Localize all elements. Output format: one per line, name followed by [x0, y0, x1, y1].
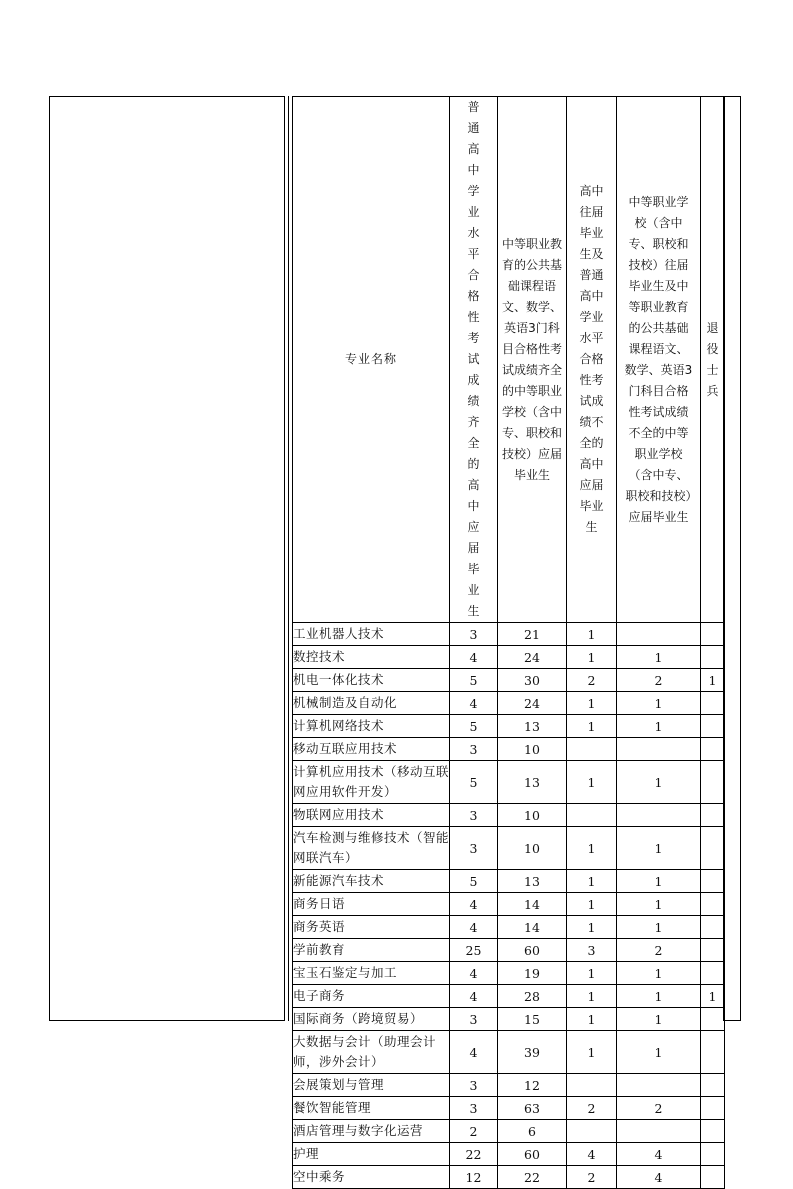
table-row — [293, 962, 725, 985]
count-general-high-school: 3 — [450, 738, 498, 761]
count-high-school-past: 2 — [567, 669, 617, 692]
table-row — [293, 715, 725, 738]
count-high-school-past — [567, 1120, 617, 1143]
count-high-school-past: 1 — [567, 962, 617, 985]
count-veterans — [701, 916, 725, 939]
left-blank-cell — [49, 96, 285, 1021]
count-vocational-past — [617, 623, 701, 646]
count-high-school-past: 1 — [567, 916, 617, 939]
count-high-school-past: 1 — [567, 827, 617, 870]
count-high-school-past: 1 — [567, 692, 617, 715]
count-vocational-fresh: 12 — [498, 1074, 567, 1097]
count-vocational-past: 1 — [617, 916, 701, 939]
count-vocational-past — [617, 738, 701, 761]
major-name-cell: 移动互联应用技术 — [293, 738, 450, 761]
count-general-high-school: 4 — [450, 916, 498, 939]
count-general-high-school: 25 — [450, 939, 498, 962]
count-veterans — [701, 1166, 725, 1189]
count-vocational-fresh: 24 — [498, 692, 567, 715]
count-vocational-past — [617, 1120, 701, 1143]
count-high-school-past: 1 — [567, 761, 617, 804]
count-general-high-school: 3 — [450, 804, 498, 827]
count-high-school-past: 1 — [567, 1008, 617, 1031]
count-veterans: 1 — [701, 985, 725, 1008]
table-row — [293, 1143, 725, 1166]
count-veterans — [701, 827, 725, 870]
divider-line — [740, 96, 741, 1021]
count-general-high-school: 5 — [450, 870, 498, 893]
count-high-school-past: 1 — [567, 1031, 617, 1074]
count-veterans — [701, 761, 725, 804]
count-veterans — [701, 1143, 725, 1166]
major-name-cell: 物联网应用技术 — [293, 804, 450, 827]
major-name-cell: 计算机网络技术 — [293, 715, 450, 738]
table-row — [293, 1031, 725, 1074]
major-name-cell: 学前教育 — [293, 939, 450, 962]
count-general-high-school: 4 — [450, 646, 498, 669]
table-row — [293, 870, 725, 893]
major-name-cell: 大数据与会计（助理会计师，涉外会计） — [293, 1031, 450, 1074]
count-vocational-past: 1 — [617, 985, 701, 1008]
count-veterans — [701, 715, 725, 738]
count-vocational-fresh: 14 — [498, 893, 567, 916]
count-vocational-fresh: 13 — [498, 715, 567, 738]
count-veterans — [701, 962, 725, 985]
count-vocational-fresh: 60 — [498, 1143, 567, 1166]
count-vocational-past: 1 — [617, 692, 701, 715]
major-name-cell: 会展策划与管理 — [293, 1074, 450, 1097]
header-col-vocational-fresh: 中等职业教育的公共基础课程语文、数学、英语3门科目合格性考试成绩齐全的中等职业学校（含中专、职校和技校）应届毕业生 — [498, 97, 567, 623]
count-vocational-past: 4 — [617, 1166, 701, 1189]
count-vocational-fresh: 28 — [498, 985, 567, 1008]
count-high-school-past — [567, 1074, 617, 1097]
count-general-high-school: 3 — [450, 827, 498, 870]
major-name-cell: 计算机应用技术（移动互联网应用软件开发） — [293, 761, 450, 804]
count-high-school-past: 2 — [567, 1097, 617, 1120]
divider-line — [288, 96, 289, 1021]
major-name-cell: 数控技术 — [293, 646, 450, 669]
count-veterans — [701, 646, 725, 669]
count-general-high-school: 2 — [450, 1120, 498, 1143]
count-general-high-school: 4 — [450, 962, 498, 985]
table-row — [293, 738, 725, 761]
count-vocational-past: 1 — [617, 1008, 701, 1031]
count-general-high-school: 4 — [450, 985, 498, 1008]
count-veterans — [701, 804, 725, 827]
header-col-vocational-past: 中等职业学校（含中专、职校和技校）往届毕业生及中等职业教育的公共基础课程语文、数学、英语3门科目合格性考试成绩不全的中等职业学校（含中专、职校和技校）应届毕业生 — [617, 97, 701, 623]
count-high-school-past: 1 — [567, 985, 617, 1008]
count-general-high-school: 3 — [450, 1008, 498, 1031]
count-high-school-past: 1 — [567, 623, 617, 646]
count-veterans — [701, 1097, 725, 1120]
count-vocational-fresh: 13 — [498, 761, 567, 804]
major-name-cell: 酒店管理与数字化运营 — [293, 1120, 450, 1143]
table-row — [293, 985, 725, 1008]
major-name-cell: 空中乘务 — [293, 1166, 450, 1189]
count-vocational-fresh: 14 — [498, 916, 567, 939]
count-vocational-past: 2 — [617, 1097, 701, 1120]
count-veterans — [701, 692, 725, 715]
table-row — [293, 827, 725, 870]
table-header-row — [293, 97, 725, 623]
count-veterans — [701, 1008, 725, 1031]
count-vocational-fresh: 13 — [498, 870, 567, 893]
major-name-cell: 宝玉石鉴定与加工 — [293, 962, 450, 985]
count-vocational-past: 1 — [617, 761, 701, 804]
count-vocational-past: 1 — [617, 893, 701, 916]
count-vocational-past: 1 — [617, 646, 701, 669]
count-veterans — [701, 738, 725, 761]
table-row — [293, 646, 725, 669]
count-vocational-past: 1 — [617, 870, 701, 893]
count-general-high-school: 3 — [450, 623, 498, 646]
table-row — [293, 1120, 725, 1143]
count-veterans — [701, 893, 725, 916]
count-veterans — [701, 1031, 725, 1074]
major-name-cell: 餐饮智能管理 — [293, 1097, 450, 1120]
count-vocational-fresh: 22 — [498, 1166, 567, 1189]
count-general-high-school: 4 — [450, 893, 498, 916]
count-high-school-past: 3 — [567, 939, 617, 962]
table-row — [293, 893, 725, 916]
count-general-high-school: 22 — [450, 1143, 498, 1166]
count-general-high-school: 12 — [450, 1166, 498, 1189]
divider-line — [723, 1020, 741, 1021]
count-high-school-past: 1 — [567, 715, 617, 738]
count-vocational-fresh: 21 — [498, 623, 567, 646]
count-general-high-school: 4 — [450, 1031, 498, 1074]
count-vocational-fresh: 30 — [498, 669, 567, 692]
major-name-cell: 国际商务（跨境贸易） — [293, 1008, 450, 1031]
table-body — [293, 623, 725, 1189]
enrollment-plan-table — [292, 96, 725, 1189]
count-high-school-past: 1 — [567, 646, 617, 669]
count-general-high-school: 4 — [450, 692, 498, 715]
table-row — [293, 1166, 725, 1189]
table-row — [293, 761, 725, 804]
count-vocational-past — [617, 804, 701, 827]
table-row — [293, 669, 725, 692]
count-veterans — [701, 870, 725, 893]
major-name-cell: 汽车检测与维修技术（智能网联汽车） — [293, 827, 450, 870]
count-high-school-past — [567, 738, 617, 761]
table-row — [293, 916, 725, 939]
count-high-school-past: 1 — [567, 893, 617, 916]
major-name-cell: 护理 — [293, 1143, 450, 1166]
count-vocational-past: 1 — [617, 1031, 701, 1074]
header-col-high-school-past: 高中往届毕业生及普通高中学业水平合格性考试成绩不全的高中应届毕业生 — [567, 97, 617, 623]
count-vocational-past: 1 — [617, 827, 701, 870]
table-row — [293, 939, 725, 962]
major-name-cell: 机械制造及自动化 — [293, 692, 450, 715]
count-vocational-fresh: 10 — [498, 738, 567, 761]
table-row — [293, 692, 725, 715]
count-vocational-fresh: 39 — [498, 1031, 567, 1074]
major-name-cell: 电子商务 — [293, 985, 450, 1008]
table-row — [293, 623, 725, 646]
divider-line — [284, 96, 285, 1021]
count-general-high-school: 5 — [450, 669, 498, 692]
table-row — [293, 1008, 725, 1031]
count-vocational-fresh: 15 — [498, 1008, 567, 1031]
count-vocational-past — [617, 1074, 701, 1097]
count-vocational-fresh: 24 — [498, 646, 567, 669]
count-high-school-past — [567, 804, 617, 827]
count-vocational-past: 2 — [617, 669, 701, 692]
count-vocational-past: 1 — [617, 715, 701, 738]
header-major-name: 专业名称 — [293, 97, 450, 623]
major-name-cell: 商务英语 — [293, 916, 450, 939]
count-vocational-past: 1 — [617, 962, 701, 985]
count-veterans — [701, 939, 725, 962]
divider-line — [723, 96, 741, 97]
major-name-cell: 新能源汽车技术 — [293, 870, 450, 893]
count-veterans — [701, 1074, 725, 1097]
count-vocational-past: 2 — [617, 939, 701, 962]
count-vocational-fresh: 60 — [498, 939, 567, 962]
count-high-school-past: 2 — [567, 1166, 617, 1189]
count-general-high-school: 3 — [450, 1074, 498, 1097]
table-row — [293, 1074, 725, 1097]
header-col-veterans: 退役士兵 — [701, 97, 725, 623]
major-name-cell: 商务日语 — [293, 893, 450, 916]
count-general-high-school: 3 — [450, 1097, 498, 1120]
count-veterans: 1 — [701, 669, 725, 692]
count-vocational-past: 4 — [617, 1143, 701, 1166]
header-col-general-high-school: 普通高中学业水平合格性考试成绩齐全的高中应届毕业生 — [450, 97, 498, 623]
count-vocational-fresh: 10 — [498, 827, 567, 870]
count-vocational-fresh: 6 — [498, 1120, 567, 1143]
count-vocational-fresh: 19 — [498, 962, 567, 985]
major-name-cell: 机电一体化技术 — [293, 669, 450, 692]
major-name-cell: 工业机器人技术 — [293, 623, 450, 646]
count-veterans — [701, 623, 725, 646]
count-vocational-fresh: 10 — [498, 804, 567, 827]
count-vocational-fresh: 63 — [498, 1097, 567, 1120]
count-general-high-school: 5 — [450, 715, 498, 738]
table-row — [293, 804, 725, 827]
count-high-school-past: 1 — [567, 870, 617, 893]
count-general-high-school: 5 — [450, 761, 498, 804]
count-veterans — [701, 1120, 725, 1143]
count-high-school-past: 4 — [567, 1143, 617, 1166]
table-row — [293, 1097, 725, 1120]
